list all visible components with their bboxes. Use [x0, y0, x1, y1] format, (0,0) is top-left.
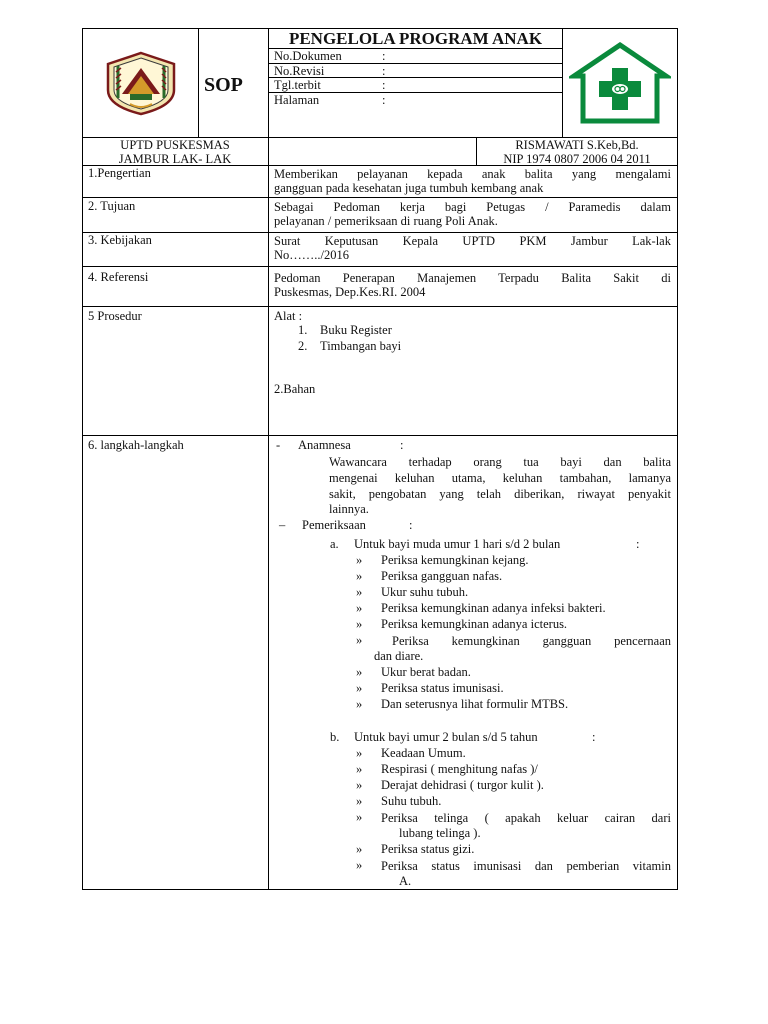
list-item: Periksa kemungkinan adanya icterus. [381, 617, 568, 631]
alat-label: Alat : [274, 309, 303, 323]
anamnesa-label: Anamnesa [298, 438, 351, 452]
regency-logo [100, 50, 182, 116]
list-item: Periksa kemungkinan adanya infeksi bakteri. [381, 601, 606, 615]
referensi-line1: Pedoman Penerapan Manajemen Terpadu Balita Sakit di [274, 271, 671, 285]
label-prosedur: 5 Prosedur [88, 309, 142, 323]
bullet-glyph: » [356, 810, 363, 824]
list-item: Periksa telinga ( apakah keluar cairan dari [381, 811, 671, 825]
list-item: Ukur suhu tubuh. [381, 585, 469, 599]
bullet-glyph: » [356, 697, 363, 711]
org-name: UPTD PUSKESMAS JAMBUR LAK- LAK [118, 138, 232, 166]
list-item: Periksa status gizi. [381, 842, 475, 856]
bullet-glyph: » [356, 858, 363, 872]
label-kebijakan: 3. Kebijakan [88, 233, 152, 247]
anamnesa-text: Wawancara terhadap orang tua bayi dan balita [329, 455, 671, 469]
group-a-title: Untuk bayi muda umur 1 hari s/d 2 bulan [354, 537, 561, 551]
bullet-glyph: » [356, 569, 363, 583]
label-pengertian: 1.Pengertian [88, 166, 151, 180]
bullet-glyph: » [356, 778, 363, 792]
list-item: Periksa status imunisasi. [381, 681, 504, 695]
list-item: Respirasi ( menghitung nafas )/ [381, 762, 538, 776]
kebijakan-line2: No……../2016 [274, 248, 349, 262]
label-referensi: 4. Referensi [88, 270, 149, 284]
signer-name: RISMAWATI S.Keb,Bd. [515, 138, 639, 152]
bullet-glyph: » [356, 794, 363, 808]
signer-block [477, 138, 677, 166]
label-langkah: 6. langkah-langkah [88, 438, 184, 452]
group-b-title: Untuk bayi umur 2 bulan s/d 5 tahun [354, 730, 538, 744]
bullet-glyph: » [356, 585, 363, 599]
list-item-cont: dan diare. [374, 649, 424, 663]
tujuan-line2: pelayanan / pemeriksaan di ruang Poli Anak. [274, 214, 498, 228]
list-item: Periksa kemungkinan gangguan pencernaan [392, 634, 671, 648]
field-tgl-terbit: Tgl.terbit [274, 78, 321, 92]
field-no-dokumen: No.Dokumen [274, 49, 342, 63]
alat-item: Timbangan bayi [320, 339, 402, 353]
label-tujuan: 2. Tujuan [88, 199, 136, 213]
field-halaman: Halaman [274, 93, 320, 107]
list-item: Periksa gangguan nafas. [381, 569, 503, 583]
list-item-cont: A. [399, 874, 412, 888]
bullet-glyph: » [356, 762, 363, 776]
health-cross-logo [569, 42, 671, 124]
field-no-revisi: No.Revisi [274, 64, 325, 78]
bullet-glyph: » [356, 553, 363, 567]
list-item: Derajat dehidrasi ( turgor kulit ). [381, 778, 544, 792]
list-item: Keadaan Umum. [381, 746, 466, 760]
signer-nip: NIP 1974 0807 2006 04 2011 [503, 152, 651, 166]
tujuan-line1: Sebagai Pedoman kerja bagi Petugas / Paramedis dalam [274, 200, 671, 214]
anamnesa-text: lainnya. [329, 502, 369, 516]
list-item: Ukur berat badan. [381, 665, 471, 679]
bullet-glyph: » [356, 601, 363, 615]
pengertian-line2: gangguan pada kesehatan juga tumbuh kembang anak [274, 181, 544, 195]
anamnesa-text: sakit, pengobatan yang telah diberikan, riwayat penyakit [329, 487, 671, 501]
list-item: Periksa status imunisasi dan pemberian vitamin [381, 859, 671, 873]
anamnesa-text: mengenai keluhan utama, keluhan tambahan, lamanya [329, 471, 671, 485]
kebijakan-line1: Surat Keputusan Kepala UPTD PKM Jambur Lak-lak [274, 234, 671, 248]
document-title: PENGELOLA PROGRAM ANAK [288, 29, 543, 48]
bullet-glyph: » [356, 665, 363, 679]
bullet-glyph: » [356, 617, 363, 631]
pengertian-line1: Memberikan pelayanan kepada anak balita yang mengalami [274, 167, 671, 181]
list-item: Suhu tubuh. [381, 794, 442, 808]
pemeriksaan-label: Pemeriksaan [302, 518, 366, 532]
alat-item: Buku Register [320, 323, 392, 337]
bullet-glyph: » [356, 842, 363, 856]
list-item: Dan seterusnya lihat formulir MTBS. [381, 697, 569, 711]
bullet-glyph: » [356, 633, 363, 647]
list-item: Periksa kemungkinan kejang. [381, 553, 529, 567]
bullet-glyph: » [356, 681, 363, 695]
bahan-label: 2.Bahan [274, 382, 316, 396]
list-item-cont: lubang telinga ). [399, 826, 481, 840]
bullet-glyph: » [356, 746, 363, 760]
referensi-line2: Puskesmas, Dep.Kes.RI. 2004 [274, 285, 426, 299]
sop-label: SOP [204, 74, 243, 96]
